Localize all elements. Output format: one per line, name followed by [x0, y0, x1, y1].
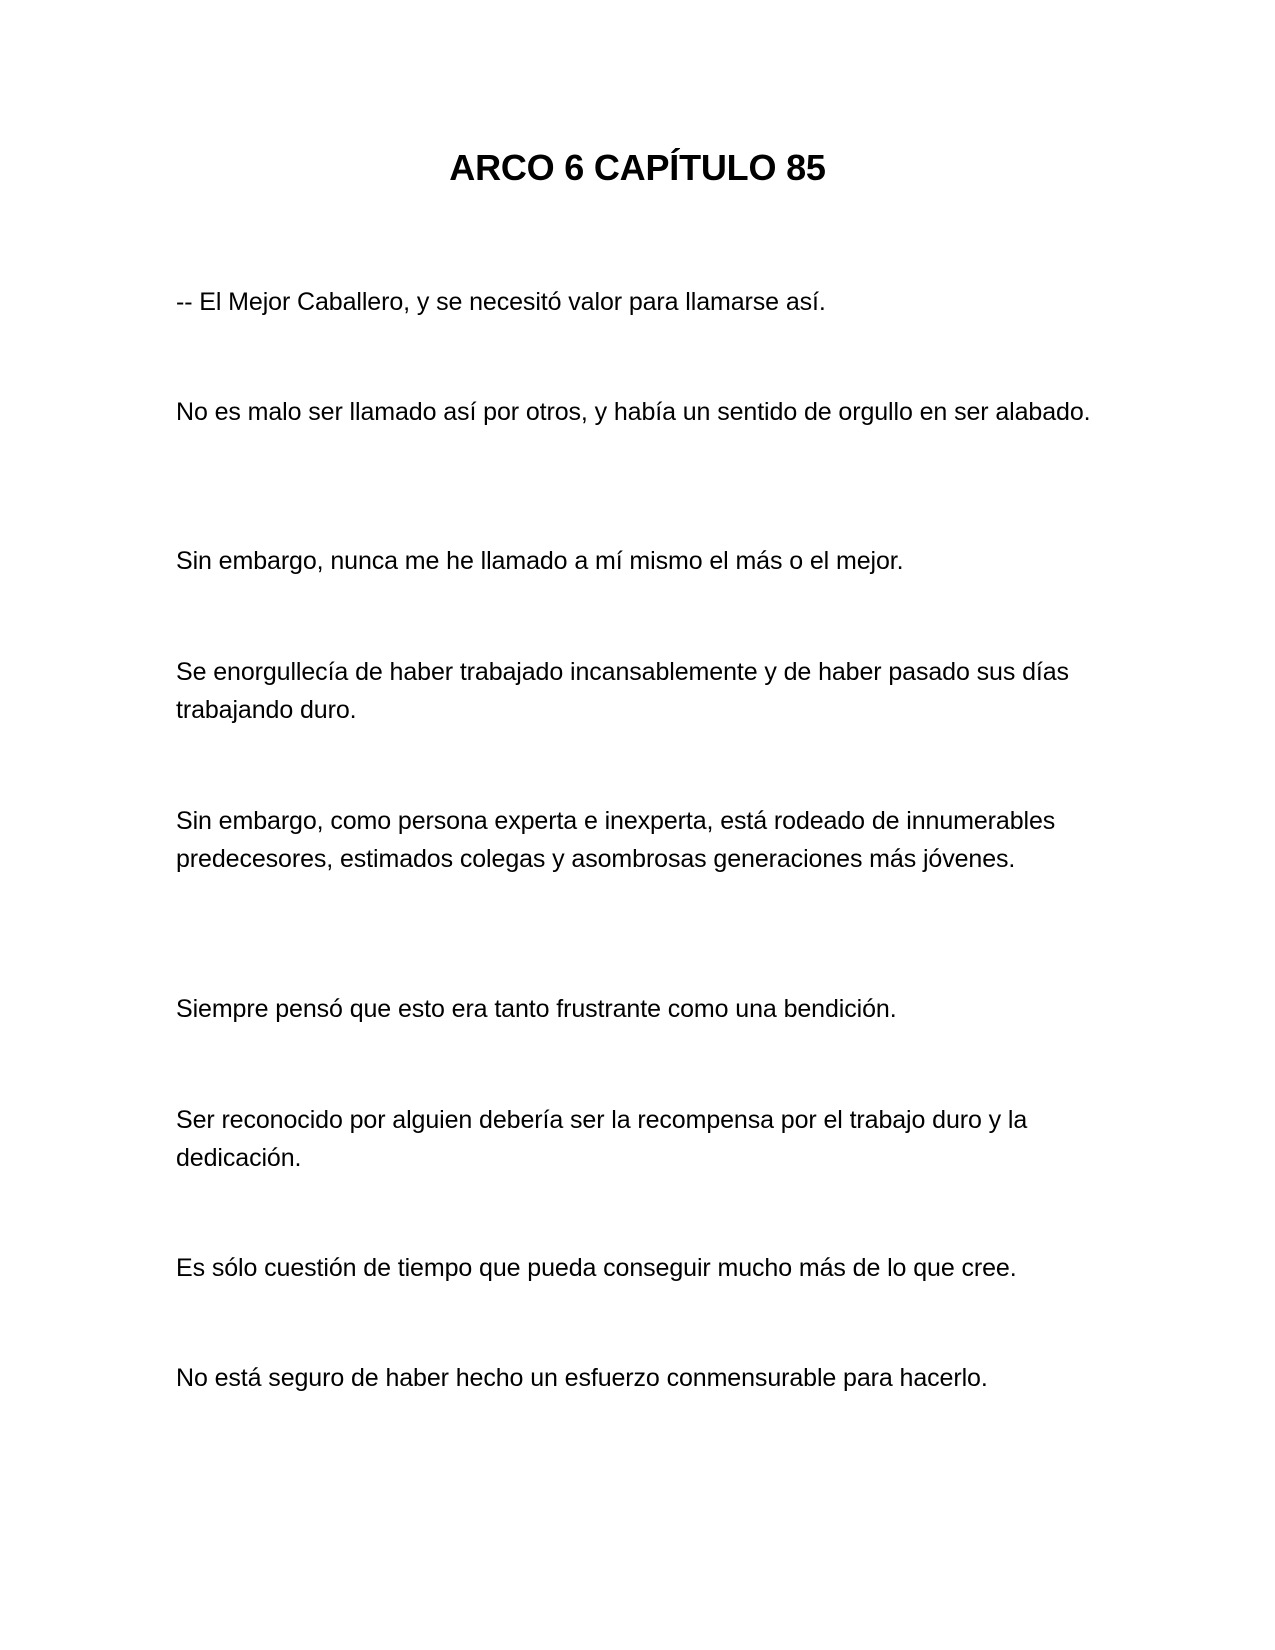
paragraph-7: Ser reconocido por alguien debería ser la recompensa por el trabajo duro y la dedicación.: [176, 1106, 1028, 1172]
paragraph-6: Siempre pensó que esto era tanto frustrante como una bendición.: [176, 995, 897, 1023]
chapter-title: ARCO 6 CAPÍTULO 85: [449, 147, 826, 188]
paragraph-2: No es malo ser llamado así por otros, y había un sentido de orgullo en ser alabado.: [176, 398, 1091, 426]
paragraph-4: Se enorgullecía de haber trabajado incansablemente y de haber pasado sus días trabajando duro.: [176, 658, 1069, 724]
paragraph-9: No está seguro de haber hecho un esfuerzo conmensurable para hacerlo.: [176, 1364, 988, 1392]
paragraph-1: -- El Mejor Caballero, y se necesitó valor para llamarse así.: [176, 288, 826, 316]
paragraph-3: Sin embargo, nunca me he llamado a mí mismo el más o el mejor.: [176, 547, 904, 575]
paragraph-5: Sin embargo, como persona experta e inexperta, está rodeado de innumerables predecesores, estimados colegas y asombrosas generaciones más jóvenes.: [176, 807, 1056, 873]
paragraph-8: Es sólo cuestión de tiempo que pueda conseguir mucho más de lo que cree.: [176, 1254, 1017, 1282]
